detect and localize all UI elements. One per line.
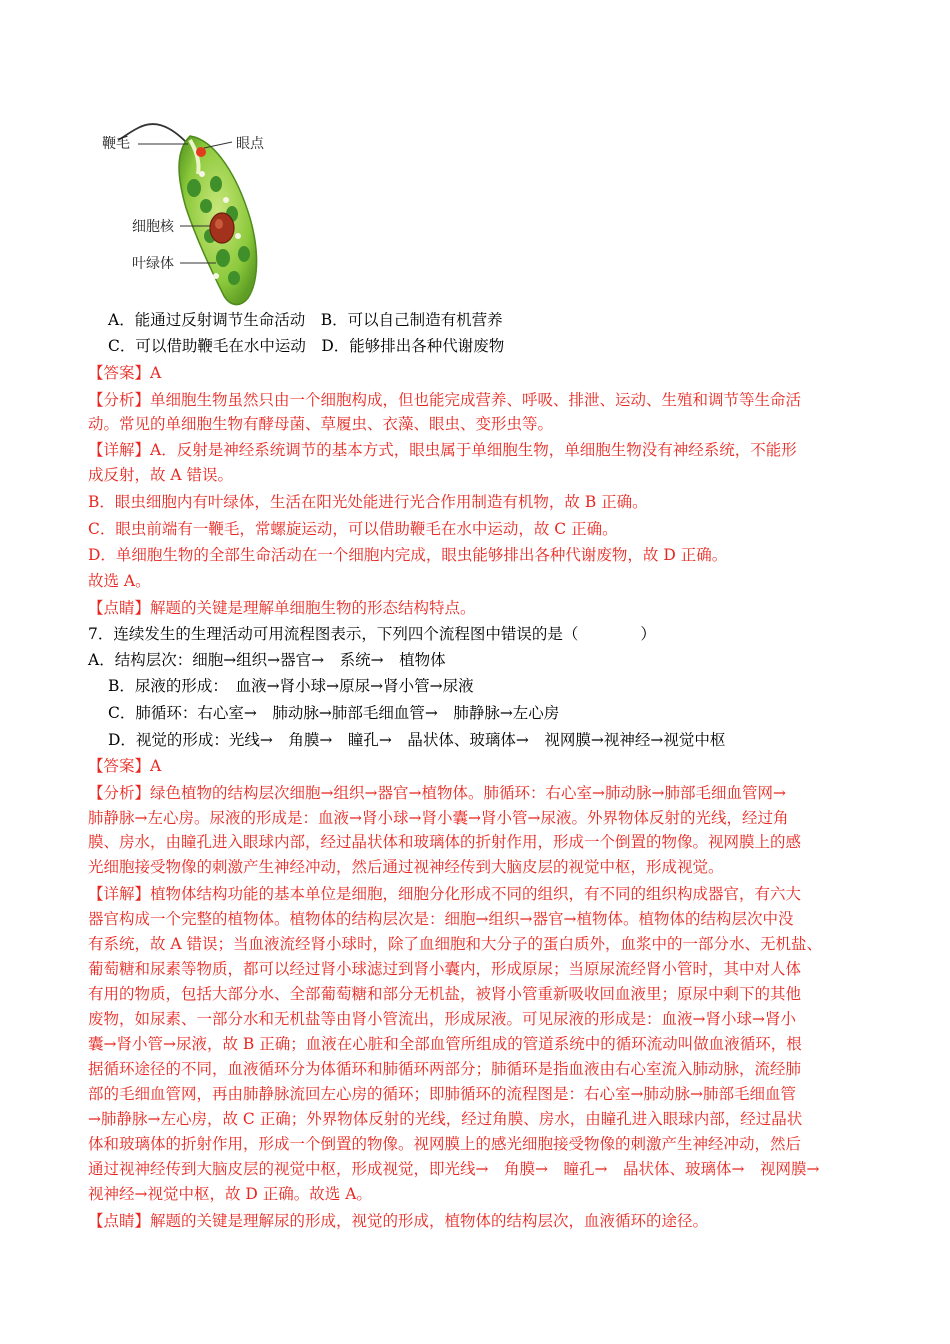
q6-analysis-line-2: 动。常见的单细胞生物有酵母菌、草履虫、衣藻、眼虫、变形虫等。 [88, 415, 554, 433]
q7-detail-line: 囊→肾小管→尿液，故 B 正确；血液在心脏和全部血管所组成的管道系统中的循环流动叫做血液循环，根 [88, 1035, 802, 1053]
q7-stem: 7．连续发生的生理活动可用流程图表示，下列四个流程图中错误的是（ ） [88, 625, 656, 643]
q6-detail-c: C．眼虫前端有一鞭毛，常螺旋运动，可以借助鞭毛在水中运动，故 C 正确。 [88, 520, 618, 538]
q7-analysis-line: 肺静脉→左心房。尿液的形成是：血液→肾小球→肾小囊→肾小管→尿液。外界物体反射的光线，经过角 [88, 809, 789, 827]
q6-detail-b: B．眼虫细胞内有叶绿体，生活在阳光处能进行光合作用制造有机物，故 B 正确。 [88, 493, 648, 511]
q6-options-line-2: C．可以借助鞭毛在水中运动 D．能够排出各种代谢废物 [108, 337, 505, 355]
q6-choose: 故选 A。 [88, 572, 151, 590]
q7-detail-line: 体和玻璃体的折射作用，形成一个倒置的物像。视网膜上的感光细胞接受物像的刺激产生神经冲动，然后 [88, 1135, 802, 1153]
q7-detail-line: 有系统，故 A 错误；当血液流经肾小球时，除了血细胞和大分子的蛋白质外，血浆中的一部分水、无机盐、 [88, 935, 823, 953]
euglena-figure [98, 118, 298, 310]
q7-analysis-line: 光细胞接受物像的刺激产生神经冲动，然后通过视神经传到大脑皮层的视觉中枢，形成视觉。 [88, 858, 724, 876]
q7-detail-line: 视神经→视觉中枢，故 D 正确。故选 A。 [88, 1185, 372, 1203]
label-chloroplast: 叶绿体 [132, 256, 174, 272]
q7-detail-line: 通过视神经传到大脑皮层的视觉中枢，形成视觉，即光线→ 角膜→ 瞳孔→ 晶状体、玻璃体→ 视网膜→ [88, 1160, 820, 1178]
q7-answer: 【答案】A [88, 757, 162, 775]
q7-option-c: C．肺循环：右心室→ 肺动脉→肺部毛细血管→ 肺静脉→左心房 [108, 704, 560, 722]
nucleus-shape [210, 213, 234, 243]
q7-detail-line: 据循环途径的不同，血液循环分为体循环和肺循环两部分；肺循环是指血液由右心室流入肺动脉，流经肺 [88, 1060, 802, 1078]
q6-analysis-line-1: 【分析】单细胞生物虽然只由一个细胞构成，但也能完成营养、呼吸、排泄、运动、生殖和调节等生命活 [88, 391, 802, 409]
q7-detail-line: 部的毛细血管网，再由肺静脉流回左心房的循环；即肺循环的流程图是：右心室→肺动脉→肺部毛细血管 [88, 1085, 796, 1103]
q7-analysis-line: 膜、房水，由瞳孔进入眼球内部，经过晶状体和玻璃体的折射作用，形成一个倒置的物像。视网膜上的感 [88, 833, 802, 851]
label-nucleus: 细胞核 [132, 219, 174, 235]
q6-key-point: 【点睛】解题的关键是理解单细胞生物的形态结构特点。 [88, 599, 476, 617]
q6-detail-line-1: 【详解】A．反射是神经系统调节的基本方式，眼虫属于单细胞生物，单细胞生物没有神经系统，不能形 [88, 441, 797, 459]
q6-answer: 【答案】A [88, 364, 162, 382]
q7-detail-line: 葡萄糖和尿素等物质，都可以经过肾小球滤过到肾小囊内，形成原尿；当原尿流经肾小管时，其中对人体 [88, 960, 802, 978]
label-eyespot: 眼点 [236, 136, 264, 152]
q7-detail-line: 废物，如尿素、一部分水和无机盐等由肾小管流出，形成尿液。可见尿液的形成是：血液→肾小球→肾小 [88, 1010, 796, 1028]
eyespot-shape [196, 147, 206, 157]
q7-detail-line: →肺静脉→左心房，故 C 正确；外界物体反射的光线，经过角膜、房水，由瞳孔进入眼球内部，经过晶状 [88, 1110, 803, 1128]
q7-key-point: 【点睛】解题的关键是理解尿的形成，视觉的形成，植物体的结构层次，血液循环的途径。 [88, 1212, 709, 1230]
q7-option-b: B．尿液的形成： 血液→肾小球→原尿→肾小管→尿液 [108, 677, 474, 695]
q7-detail-line: 有用的物质，包括大部分水、全部葡萄糖和部分无机盐，被肾小管重新吸收回血液里；原尿中剩下的其他 [88, 985, 802, 1003]
q6-detail-line-2: 成反射，故 A 错误。 [88, 466, 234, 484]
q7-option-a: A．结构层次：细胞→组织→器官→ 系统→ 植物体 [88, 651, 446, 669]
q6-detail-d: D．单细胞生物的全部生命活动在一个细胞内完成，眼虫能够排出各种代谢废物，故 D 正确。 [88, 546, 728, 564]
q7-detail-line: 【详解】植物体结构功能的基本单位是细胞，细胞分化形成不同的组织，有不同的组织构成器官，有六大 [88, 885, 802, 903]
q7-option-d: D．视觉的形成：光线→ 角膜→ 瞳孔→ 晶状体、玻璃体→ 视网膜→视神经→视觉中枢 [108, 731, 726, 749]
q6-options-line-1: A．能通过反射调节生命活动 B．可以自己制造有机营养 [108, 311, 503, 329]
q7-detail-line: 器官构成一个完整的植物体。植物体的结构层次是：细胞→组织→器官→植物体。植物体的结构层次中没 [88, 910, 794, 928]
q7-analysis-line: 【分析】绿色植物的结构层次细胞→组织→器官→植物体。肺循环：右心室→肺动脉→肺部毛细血管网→ [88, 784, 786, 802]
label-flagellum: 鞭毛 [102, 136, 130, 152]
